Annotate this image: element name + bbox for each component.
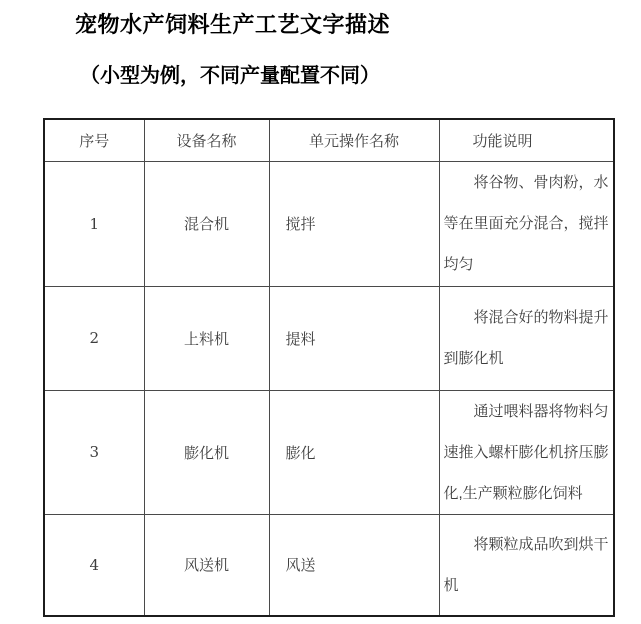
page-title: 宠物水产饲料生产工艺文字描述 bbox=[75, 12, 391, 38]
cell-description bbox=[439, 286, 614, 390]
description-text: 将颗粒成品吹到烘干机 bbox=[443, 535, 609, 594]
cell-description bbox=[439, 390, 614, 514]
description-text: 将混合好的物料提升到膨化机 bbox=[443, 309, 609, 367]
cell-operation: 膨化 bbox=[269, 390, 439, 514]
header-cell-function: 功能说明 bbox=[439, 119, 614, 161]
header-cell-no: 序号 bbox=[44, 119, 144, 161]
cell-no: 4 bbox=[44, 514, 144, 616]
cell-equipment: 风送机 bbox=[144, 514, 269, 616]
cell-operation: 提料 bbox=[269, 286, 439, 390]
cell-operation: 风送 bbox=[269, 514, 439, 616]
table-row bbox=[44, 161, 614, 286]
page-subtitle: （小型为例，不同产量配置不同） bbox=[80, 63, 380, 87]
table-row bbox=[44, 390, 614, 514]
cell-description bbox=[439, 514, 614, 616]
description-text: 通过喂料器将物料匀速推入螺杆膨化机挤压膨化,生产颗粒膨化饲料 bbox=[443, 402, 609, 502]
cell-no: 3 bbox=[44, 390, 144, 514]
cell-equipment: 上料机 bbox=[144, 286, 269, 390]
process-table bbox=[43, 118, 615, 617]
table-header-row bbox=[44, 119, 614, 161]
cell-equipment: 膨化机 bbox=[144, 390, 269, 514]
table-row bbox=[44, 514, 614, 616]
description-text: 将谷物、骨肉粉，水等在里面充分混合，搅拌均匀 bbox=[443, 174, 609, 273]
cell-no: 2 bbox=[44, 286, 144, 390]
cell-description bbox=[439, 161, 614, 286]
header-cell-equipment: 设备名称 bbox=[144, 119, 269, 161]
cell-equipment: 混合机 bbox=[144, 161, 269, 286]
table-row bbox=[44, 286, 614, 390]
header-cell-operation: 单元操作名称 bbox=[269, 119, 439, 161]
cell-no: 1 bbox=[44, 161, 144, 286]
cell-operation: 搅拌 bbox=[269, 161, 439, 286]
